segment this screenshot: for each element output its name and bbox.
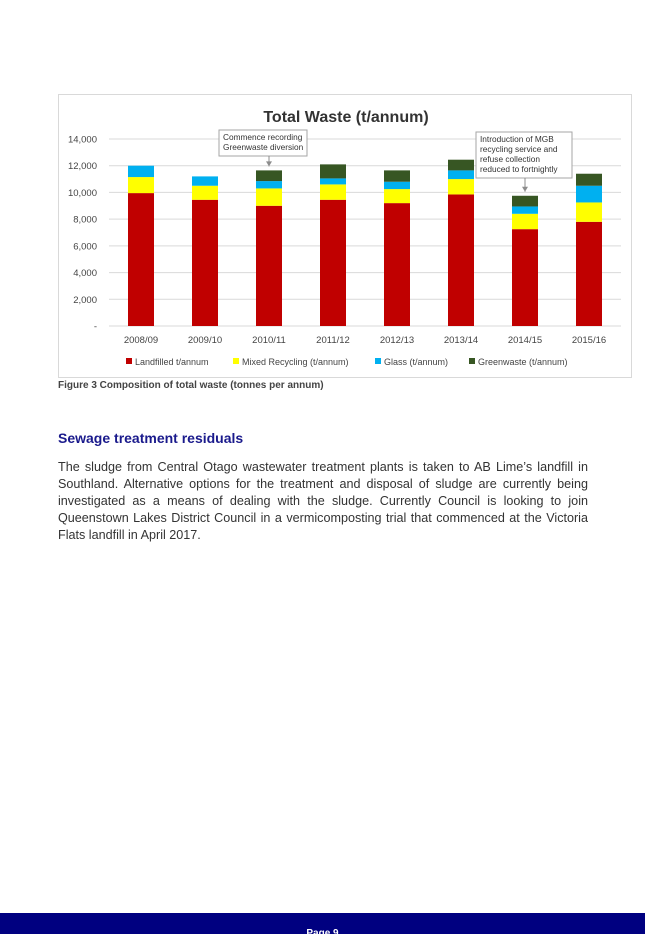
x-tick-label: 2015/16 (571, 335, 607, 346)
bar-segment (448, 194, 474, 326)
x-tick-label: 2012/13 (379, 335, 415, 346)
chart-svg (59, 95, 633, 379)
y-tick-label: 10,000 (67, 187, 97, 199)
annotation-text: Commence recording (223, 132, 303, 142)
bar-segment (448, 160, 474, 171)
annotation-text: refuse collection (480, 154, 540, 164)
bar-segment (128, 193, 154, 326)
bar-segment (192, 176, 218, 185)
chart-title: Total Waste (t/annum) (263, 109, 429, 126)
page-number: Page 9 (306, 928, 339, 939)
waste-chart (58, 94, 632, 378)
bar-segment (256, 170, 282, 181)
y-tick-label: - (93, 321, 97, 333)
x-tick-label: 2014/15 (507, 335, 543, 346)
legend-swatch (233, 358, 239, 364)
y-tick-label: 14,000 (67, 134, 97, 146)
legend-label: Landfilled t/annum (135, 357, 209, 367)
y-tick-label: 12,000 (67, 161, 97, 173)
annotation-text: recycling service and (480, 144, 558, 154)
legend-label: Mixed Recycling (t/annum) (242, 357, 349, 367)
bar-segment (320, 184, 346, 199)
y-tick-label: 6,000 (73, 241, 97, 253)
annotation-text: Greenwaste diversion (223, 142, 304, 152)
annotation-arrowhead (522, 187, 528, 192)
figure-caption: Figure 3 Composition of total waste (tonnes per annum) (58, 380, 324, 391)
bar-segment (384, 189, 410, 203)
bar-segment (384, 182, 410, 189)
bar-segment (576, 222, 602, 326)
x-tick-label: 2008/09 (123, 335, 159, 346)
section-body: The sludge from Central Otago wastewater treatment plants is taken to AB Lime’s landfill in Southland. Alternative options for the treatment and disposal of sludge are currently being investigated as a means of dealing with the sludge. Currently Council is looking to join Queenstown Lakes District Council in a vermicomposting trial that commenced at the Victoria Flats landfill in April 2017. (58, 460, 588, 542)
x-tick-label: 2009/10 (187, 335, 223, 346)
bar-segment (576, 174, 602, 186)
bar-segment (384, 203, 410, 326)
legend-swatch (469, 358, 475, 364)
bar-segment (320, 178, 346, 184)
bar-segment (256, 206, 282, 326)
footer-bar (0, 913, 645, 939)
bar-segment (320, 200, 346, 326)
bar-segment (320, 164, 346, 178)
bar-segment (192, 186, 218, 200)
y-tick-label: 2,000 (73, 294, 97, 306)
annotation-text: Introduction of MGB (480, 134, 554, 144)
section-heading: Sewage treatment residuals (58, 430, 244, 446)
bar-segment (512, 229, 538, 326)
bar-segment (512, 196, 538, 207)
x-tick-label: 2010/11 (252, 335, 286, 346)
x-tick-label: 2013/14 (443, 335, 479, 346)
bar-segment (128, 166, 154, 177)
y-tick-label: 4,000 (73, 268, 97, 280)
bar-segment (256, 181, 282, 188)
legend-label: Glass (t/annum) (384, 357, 449, 367)
bar-segment (384, 170, 410, 181)
bar-segment (128, 177, 154, 193)
bar-segment (576, 186, 602, 203)
bar-segment (256, 188, 282, 205)
y-tick-label: 8,000 (73, 214, 97, 226)
bar-segment (512, 206, 538, 213)
legend-swatch (375, 358, 381, 364)
legend-swatch (126, 358, 132, 364)
bar-segment (448, 179, 474, 194)
bar-segment (512, 214, 538, 229)
x-tick-label: 2011/12 (316, 335, 350, 346)
bar-segment (192, 200, 218, 326)
annotation-text: reduced to fortnightly (480, 164, 558, 174)
bar-segment (576, 202, 602, 221)
bar-segment (448, 170, 474, 179)
legend-label: Greenwaste (t/annum) (478, 357, 568, 367)
